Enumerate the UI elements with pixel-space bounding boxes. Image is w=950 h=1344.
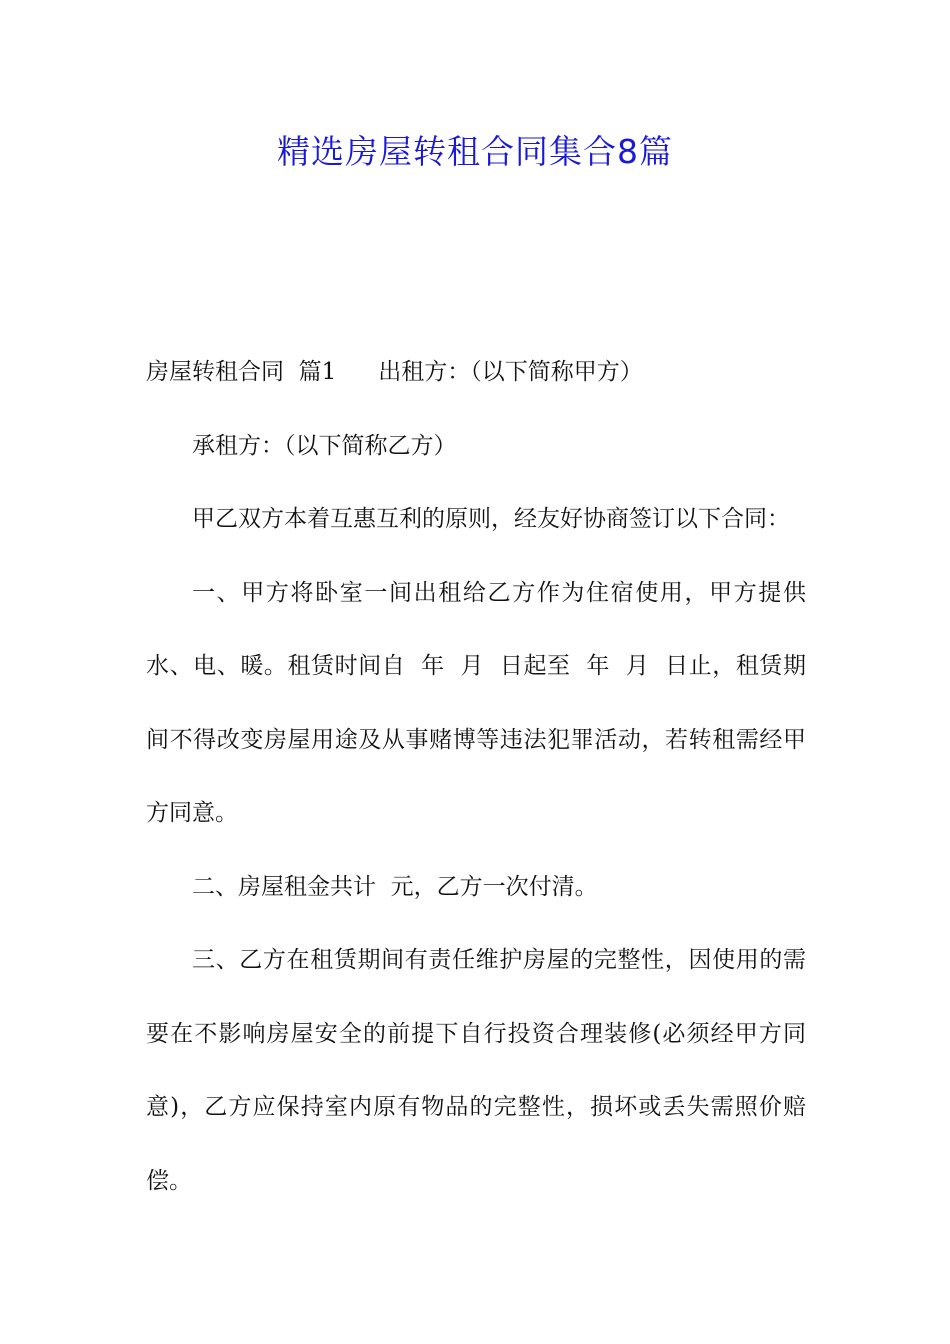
document-body bbox=[146, 336, 806, 1218]
contract-name: 房屋转租合同 篇1 bbox=[146, 359, 337, 385]
heading-line bbox=[146, 336, 806, 410]
document-title: 精选房屋转租合同集合8篇 bbox=[277, 132, 673, 171]
lessor-line: 出租方：（以下简称甲方） bbox=[378, 359, 643, 385]
paragraph-clause-2: 二、房屋租金共计 元，乙方一次付清。 bbox=[192, 873, 598, 900]
paragraph-preamble: 甲乙双方本着互惠互利的原则，经友好协商签订以下合同： bbox=[192, 506, 790, 532]
paragraph-clause-1: 一、甲方将卧室一间出租给乙方作为住宿使用，甲方提供水、电、暖。租赁时间自 年 月 日起至 年 月 日止，租赁期间不得改变房屋用途及从事赌博等违法犯罪活动，若转租需经甲方同意。 bbox=[146, 579, 806, 826]
paragraph-clause-3: 三、乙方在租赁期间有责任维护房屋的完整性，因使用的需要在不影响房屋安全的前提下自行投资合理装修(必须经甲方同意)，乙方应保持室内原有物品的完整性，损坏或丢失需照价赔偿。 bbox=[146, 947, 806, 1194]
paragraph-lessee: 承租方：（以下简称乙方） bbox=[192, 432, 457, 459]
